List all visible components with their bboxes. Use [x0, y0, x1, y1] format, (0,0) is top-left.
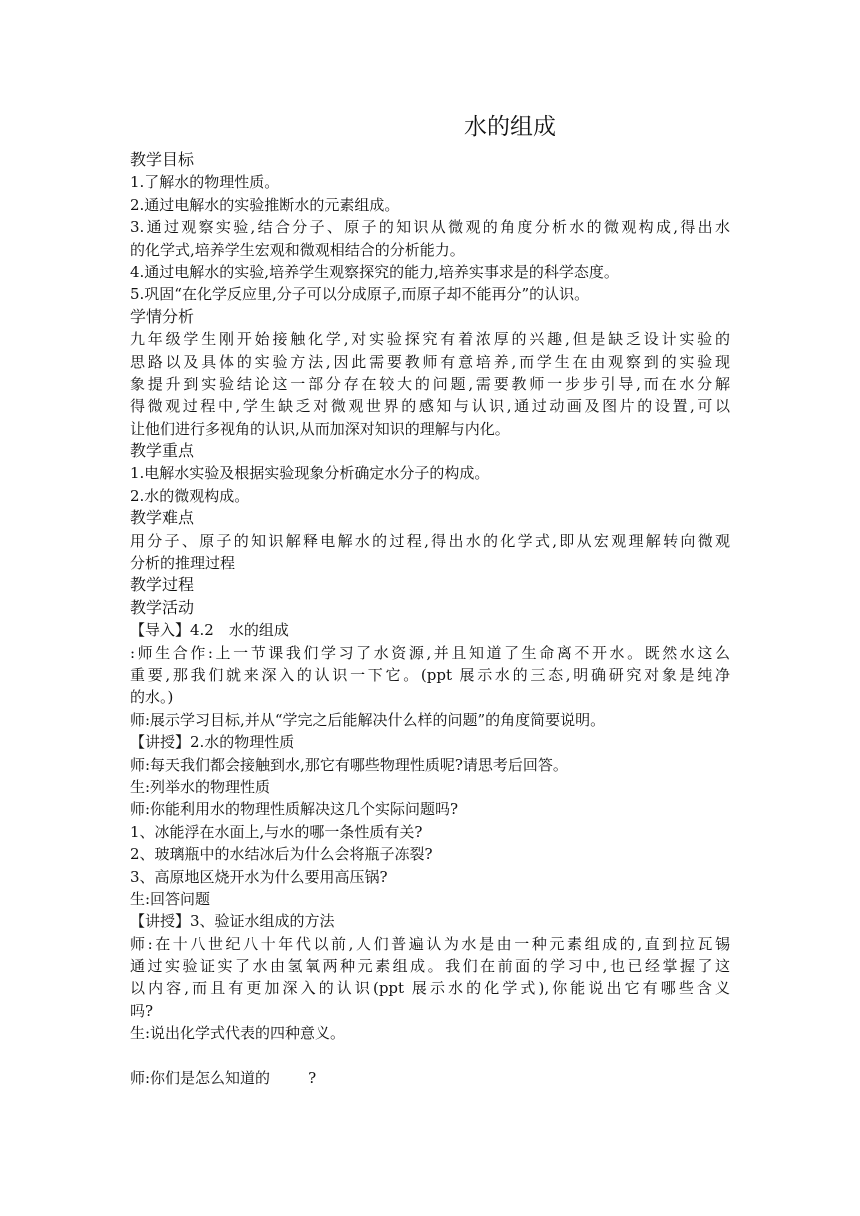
text-line: 1.电解水实验及根据实验现象分析确定水分子的构成。: [130, 464, 490, 483]
text-line: 以内容,而且有更加深入的认识(ppt 展示水的化学式),你能说出它有哪些含义: [130, 979, 730, 998]
text-line: 师:展示学习目标,并从“学完之后能解决什么样的问题”的角度简要说明。: [130, 710, 606, 729]
text-line: 【导入】4.2 水的组成: [130, 621, 289, 640]
text-line: 1、冰能浮在水面上,与水的哪一条性质有关?: [130, 822, 423, 841]
text-line: 九年级学生刚开始接触化学,对实验探究有着浓厚的兴趣,但是缺乏设计实验的: [130, 330, 730, 349]
blank-line: [130, 1045, 730, 1067]
text-line: 生:列举水的物理性质: [130, 777, 271, 796]
final-question-mark: ?: [308, 1069, 317, 1088]
final-question-line: [130, 1067, 730, 1089]
text-line: 师:你能利用水的物理性质解决这几个实际问题吗?: [130, 800, 459, 819]
section-heading: 教学活动: [130, 597, 195, 617]
text-line: 师:在十八世纪八十年代以前,人们普遍认为水是由一种元素组成的,直到拉瓦锡: [130, 934, 730, 953]
text-line: 2.通过电解水的实验推断水的元素组成。: [130, 195, 400, 214]
section-heading: 教学重点: [130, 441, 195, 461]
text-line: 2、玻璃瓶中的水结冰后为什么会将瓶子冻裂?: [130, 845, 433, 864]
text-line: 1.了解水的物理性质。: [130, 173, 280, 192]
text-line: 分析的推理过程: [130, 554, 236, 573]
text-line: 用分子、原子的知识解释电解水的过程,得出水的化学式,即从宏观理解转向微观: [130, 531, 730, 550]
text-line: 生:回答问题: [130, 889, 211, 908]
text-line: 象提升到实验结论这一部分存在较大的问题,需要教师一步步引导,而在水分解: [130, 374, 730, 393]
document-title: 水的组成: [464, 114, 556, 140]
text-line: 师:每天我们都会接触到水,那它有哪些物理性质呢?请思考后回答。: [130, 755, 568, 774]
text-line: 让他们进行多视角的认识,从而加深对知识的理解与内化。: [130, 419, 510, 438]
text-line: 【讲授】2.水的物理性质: [130, 733, 295, 752]
document-body: [130, 149, 730, 1089]
text-line: 的化学式,培养学生宏观和微观相结合的分析能力。: [130, 240, 465, 259]
text-line: 生:说出化学式代表的四种意义。: [130, 1024, 346, 1043]
paragraph-lines: [130, 149, 730, 1067]
text-line: 3、高原地区烧开水为什么要用高压锅?: [130, 867, 388, 886]
text-line: 重要,那我们就来深入的认识一下它。(ppt 展示水的三态,明确研究对象是纯净: [130, 665, 730, 684]
text-line: 2.水的微观构成。: [130, 486, 250, 505]
text-line: 吗?: [130, 1001, 154, 1020]
section-heading: 学情分析: [130, 306, 195, 326]
section-heading: 教学过程: [130, 575, 195, 595]
text-line: 3.通过观察实验,结合分子、原子的知识从微观的角度分析水的微观构成,得出水: [130, 218, 730, 237]
text-line: 5.巩固“在化学反应里,分子可以分成原子,而原子却不能再分”的认识。: [130, 285, 590, 304]
text-line: 通过实验证实了水由氢氧两种元素组成。我们在前面的学习中,也已经掌握了这: [130, 957, 730, 976]
section-heading: 教学目标: [130, 150, 195, 169]
text-line: 4.通过电解水的实验,培养学生观察探究的能力,培养实事求是的科学态度。: [130, 262, 619, 281]
text-line: 【讲授】3、验证水组成的方法: [130, 912, 335, 931]
text-line: :师生合作:上一节课我们学习了水资源,并且知道了生命离不开水。既然水这么: [130, 643, 730, 662]
text-line: 思路以及具体的实验方法,因此需要教师有意培养,而学生在由观察到的实验现: [130, 352, 730, 371]
section-heading: 教学难点: [130, 508, 195, 528]
text-line: 得微观过程中,学生缺乏对微观世界的感知与认识,通过动画及图片的设置,可以: [130, 397, 730, 416]
final-question-text: 师:你们是怎么知道的: [130, 1069, 271, 1088]
text-line: 的水。): [130, 688, 174, 707]
